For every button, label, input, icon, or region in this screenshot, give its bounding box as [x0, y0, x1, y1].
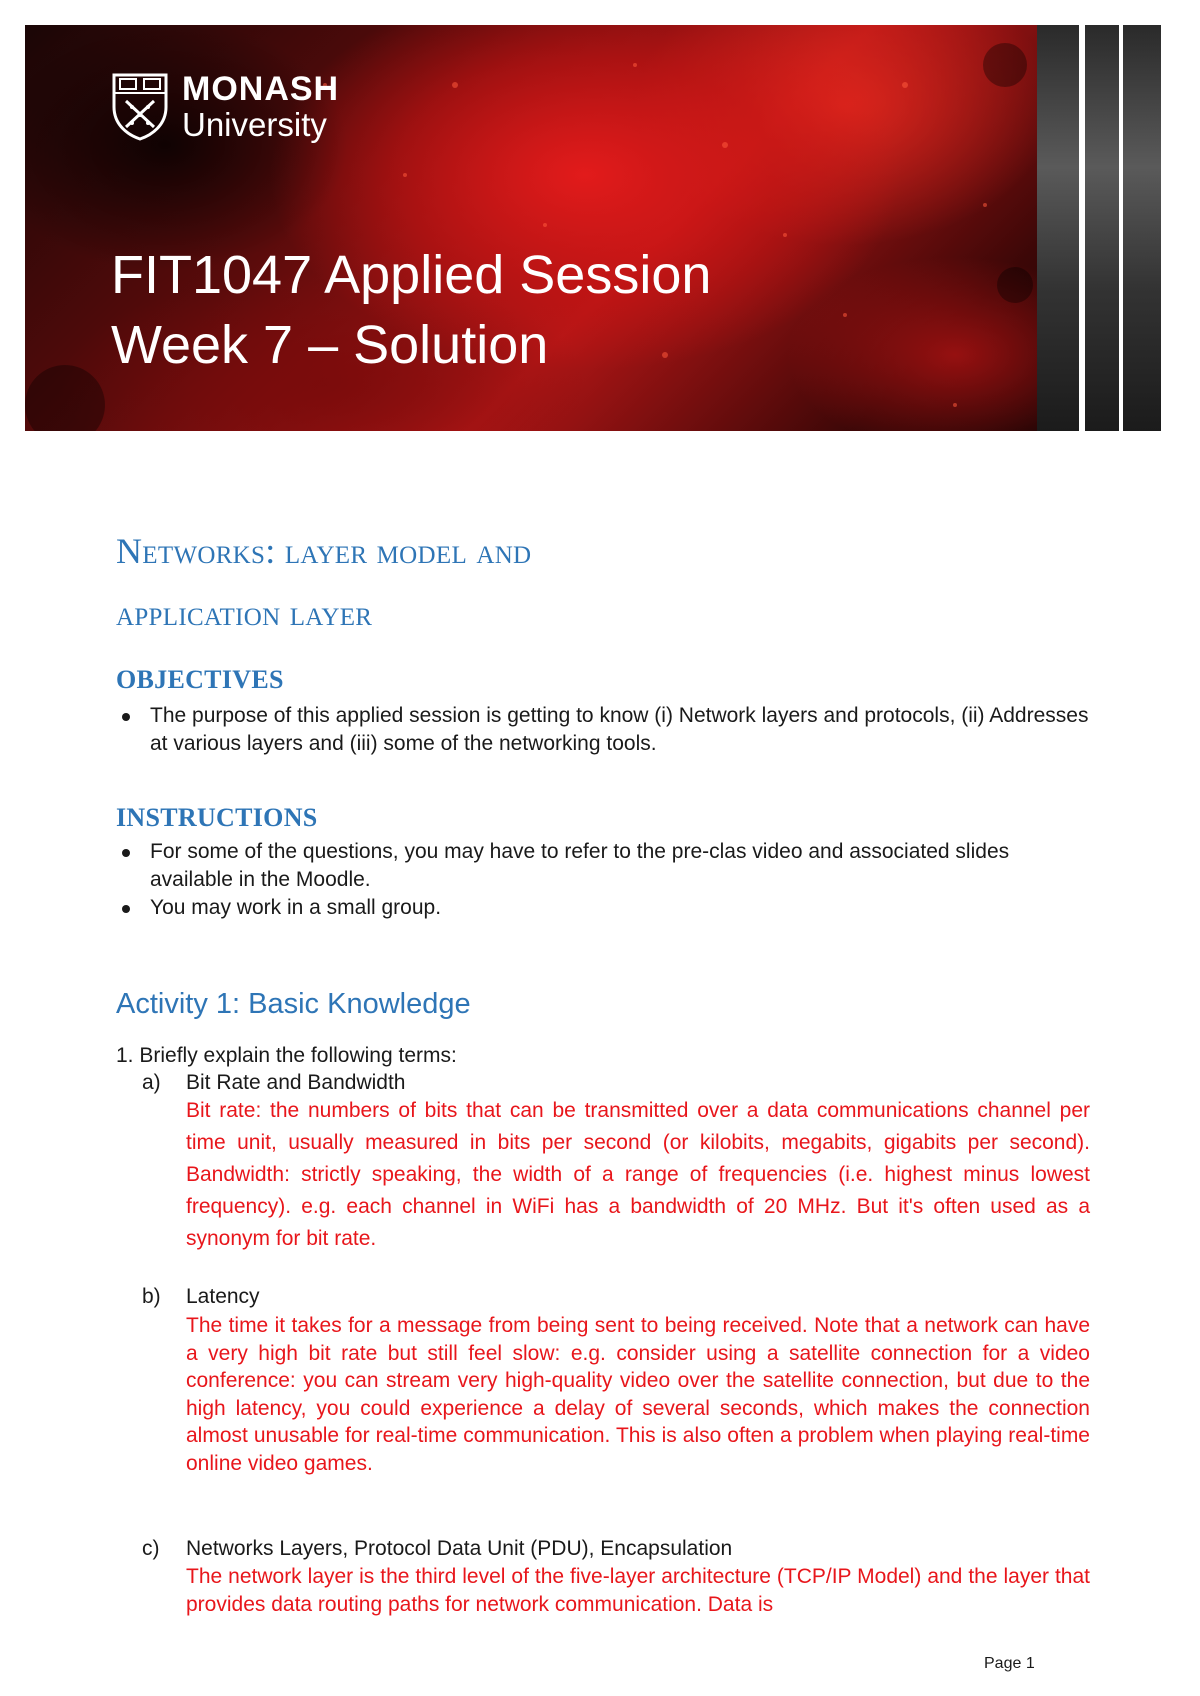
- item-label-c: c): [142, 1537, 160, 1560]
- item-label-b: b): [142, 1285, 161, 1308]
- banner-title: [111, 240, 711, 380]
- university-logo: [108, 71, 339, 141]
- item-title-c: Networks Layers, Protocol Data Unit (PDU), Encapsulation: [186, 1537, 733, 1560]
- activity-heading: Activity 1: Basic Knowledge: [116, 988, 471, 1020]
- answer-b: The time it takes for a message from being sent to being received. Note that a network can have a very high bit rate but still feel slow: e.g. consider using a satellite connection for a video conference: you can stream very high-quality video over the satellite connection, but due to the high latency, you could experience a delay of several seconds, which makes the connection almost unusable for real-time communication. This is also often a problem when playing real-time online video games.: [186, 1314, 1090, 1475]
- logo-university: University: [182, 105, 327, 143]
- page-number: Page 1: [984, 1655, 1035, 1672]
- objectives-list: [116, 702, 1091, 758]
- item-title-a: Bit Rate and Bandwidth: [186, 1071, 406, 1094]
- answer-a: Bit rate: the numbers of bits that can be transmitted over a data communications channel per time unit, usually measured in bits per second (or kilobits, megabits, gigabits per second). Bandwidth: strictly speaking, the width of a range of frequencies (i.e. highest minus lowest frequency). e.g. each channel in WiFi has a bandwidth of 20 MHz. But it's often used as a synonym for bit rate.: [186, 1099, 1090, 1250]
- question-text: 1. Briefly explain the following terms:: [116, 1044, 457, 1067]
- m-graphic-gap: [1079, 25, 1085, 431]
- logo-monash: MONASH: [182, 69, 340, 108]
- list-item: You may work in a small group.: [116, 894, 1091, 922]
- m-graphic-gap: [1119, 25, 1123, 431]
- document-title: [116, 520, 531, 644]
- document-title-line2: application layer: [116, 593, 373, 633]
- header-banner: [25, 25, 1161, 431]
- objectives-heading: OBJECTIVES: [116, 665, 284, 694]
- list-item: The purpose of this applied session is getting to know (i) Network layers and protocols, (ii) Addresses at various layers and (iii) some of the networking tools.: [116, 702, 1091, 758]
- item-label-a: a): [142, 1071, 161, 1094]
- document-title-line1: Networks: layer model and: [116, 531, 532, 571]
- instructions-list: [116, 838, 1091, 922]
- m-graphic: [1037, 25, 1161, 431]
- banner-title-line2: Week 7 – Solution: [111, 315, 549, 375]
- crest-icon: [108, 71, 172, 141]
- answer-c: The network layer is the third level of the five-layer architecture (TCP/IP Model) and the layer that provides data routing paths for network communication. Data is: [186, 1565, 1090, 1616]
- banner-title-line1: FIT1047 Applied Session: [111, 245, 712, 305]
- item-title-b: Latency: [186, 1285, 260, 1308]
- list-item: For some of the questions, you may have to refer to the pre-clas video and associated slides available in the Moodle.: [116, 838, 1091, 894]
- instructions-heading: INSTRUCTIONS: [116, 803, 318, 832]
